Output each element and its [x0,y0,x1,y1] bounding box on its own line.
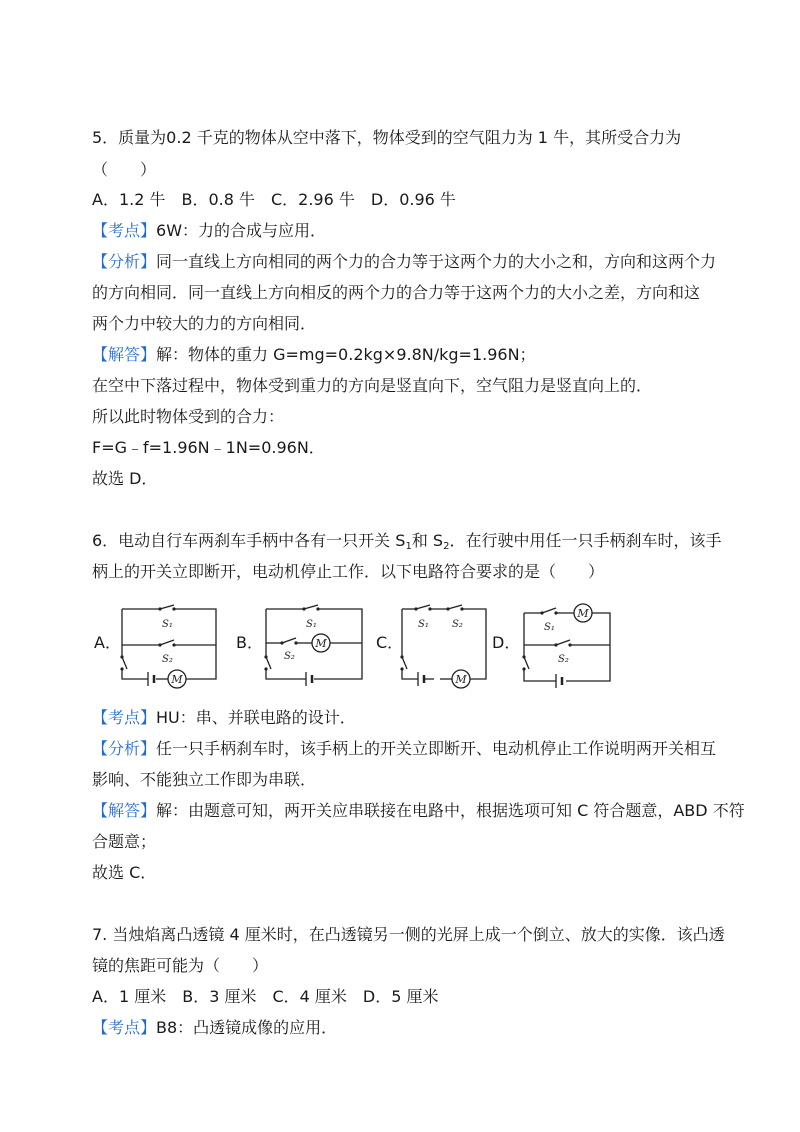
s2-b-label: S₂ [284,651,295,662]
q5-fenxi-line1 [92,251,716,273]
q6-stem-part-b: 和 S [411,531,444,550]
q5-options: A．1.2 牛 B．0.8 牛 C．2.96 牛 D．0.96 牛 [92,190,456,209]
motor-b-label: M [315,637,327,650]
q6-option-a-label: A． [94,633,121,652]
q5-jieda-line1 [92,344,536,366]
jieda-tag: 【解答】 [92,801,157,820]
q5-jieda-line3: 所以此时物体受到的合力： [92,407,285,426]
motor-a-label: M [171,673,183,686]
q6-stem-line2: 柄上的开关立即断开，电动机停止工作．以下电路符合要求的是（ ） [92,562,605,581]
q6-stem-part-a: 6．电动自行车两刹车手柄中各有一只开关 S [92,531,406,550]
q5-jieda-line4: F=G﹣f=1.96N﹣1N=0.96N． [92,438,325,457]
q5-fenxi-line3: 两个力中较大的力的方向相同． [92,314,317,333]
kaodian-tag: 【考点】 [92,708,157,727]
q6-kaodian [92,707,356,729]
jieda-text: 解：物体的重力 G=mg=0.2kg×9.8N/kg=1.96N； [156,345,536,364]
q6-stem-part-c: ．在行驶中用任一只手柄刹车时，该手 [449,531,722,550]
circuit-d-diagram [520,601,612,687]
q6-jieda-line1 [92,800,745,822]
jieda-tag: 【解答】 [92,345,157,364]
s1-c-label: S₁ [418,619,429,630]
fenxi-tag: 【分析】 [92,252,157,271]
q5-stem-line2: （ ） [92,160,157,179]
q7-options: A．1 厘米 B．3 厘米 C．4 厘米 D．5 厘米 [92,987,439,1006]
motor-d-label: M [577,607,589,620]
q6-option-b-label: B． [236,633,263,652]
q5-answer: 故选 D． [92,469,158,488]
q6-stem-sub2: 2 [443,541,450,552]
s2-a-label: S₂ [162,654,173,665]
q6-fenxi-line2: 影响、不能独立工作即为串联． [92,770,317,789]
circuit-a-diagram [118,605,222,685]
s2-d-label: S₂ [558,654,569,665]
q7-stem-line2: 镜的焦距可能为（ ） [92,956,269,975]
s2-c-label: S₂ [452,619,463,630]
motor-c-label: M [455,673,467,686]
q6-answer: 故选 C． [92,863,157,882]
q6-jieda-line2: 合题意； [92,832,157,851]
q6-stem-sub1: 1 [405,541,412,552]
kaodian-tag: 【考点】 [92,221,157,240]
fenxi-text: 任一只手柄刹车时，该手柄上的开关立即断开、电动机停止工作说明两开关相互 [156,739,717,758]
kaodian-tag: 【考点】 [92,1018,157,1037]
kaodian-text: HU：串、并联电路的设计． [156,708,356,727]
circuit-b-diagram [262,605,366,685]
q6-option-d-label: D． [492,633,521,652]
q5-jieda-line2: 在空中下落过程中，物体受到重力的方向是竖直向下，空气阻力是竖直向上的． [92,376,653,395]
q6-option-c-label: C． [376,633,404,652]
s1-b-label: S₁ [306,619,317,630]
fenxi-tag: 【分析】 [92,739,157,758]
s1-d-label: S₁ [544,622,555,633]
circuit-c-diagram [398,605,490,685]
q6-stem-line1 [92,530,721,558]
kaodian-text: B8：凸透镜成像的应用． [156,1018,338,1037]
kaodian-text: 6W：力的合成与应用． [156,221,327,240]
fenxi-text: 同一直线上方向相同的两个力的合力等于这两个力的大小之和，方向和这两个力 [156,252,717,271]
q5-kaodian [92,220,326,242]
q5-stem-line1: 5．质量为0.2 千克的物体从空中落下，物体受到的空气阻力为 1 牛，其所受合力为 [92,128,682,147]
jieda-text: 解：由题意可知，两开关应串联接在电路中，根据选项可知 C 符合题意，ABD 不符 [156,801,745,820]
q7-stem-line1: 7. 当烛焰离凸透镜 4 厘米时，在凸透镜另一侧的光屏上成一个倒立、放大的实像．该凸透 [92,925,725,944]
s1-a-label: S₁ [162,619,173,630]
q5-fenxi-line2: 的方向相同．同一直线上方向相反的两个力的合力等于这两个力的大小之差，方向和这 [92,283,701,302]
q6-fenxi-line1 [92,738,716,760]
q7-kaodian [92,1017,337,1039]
